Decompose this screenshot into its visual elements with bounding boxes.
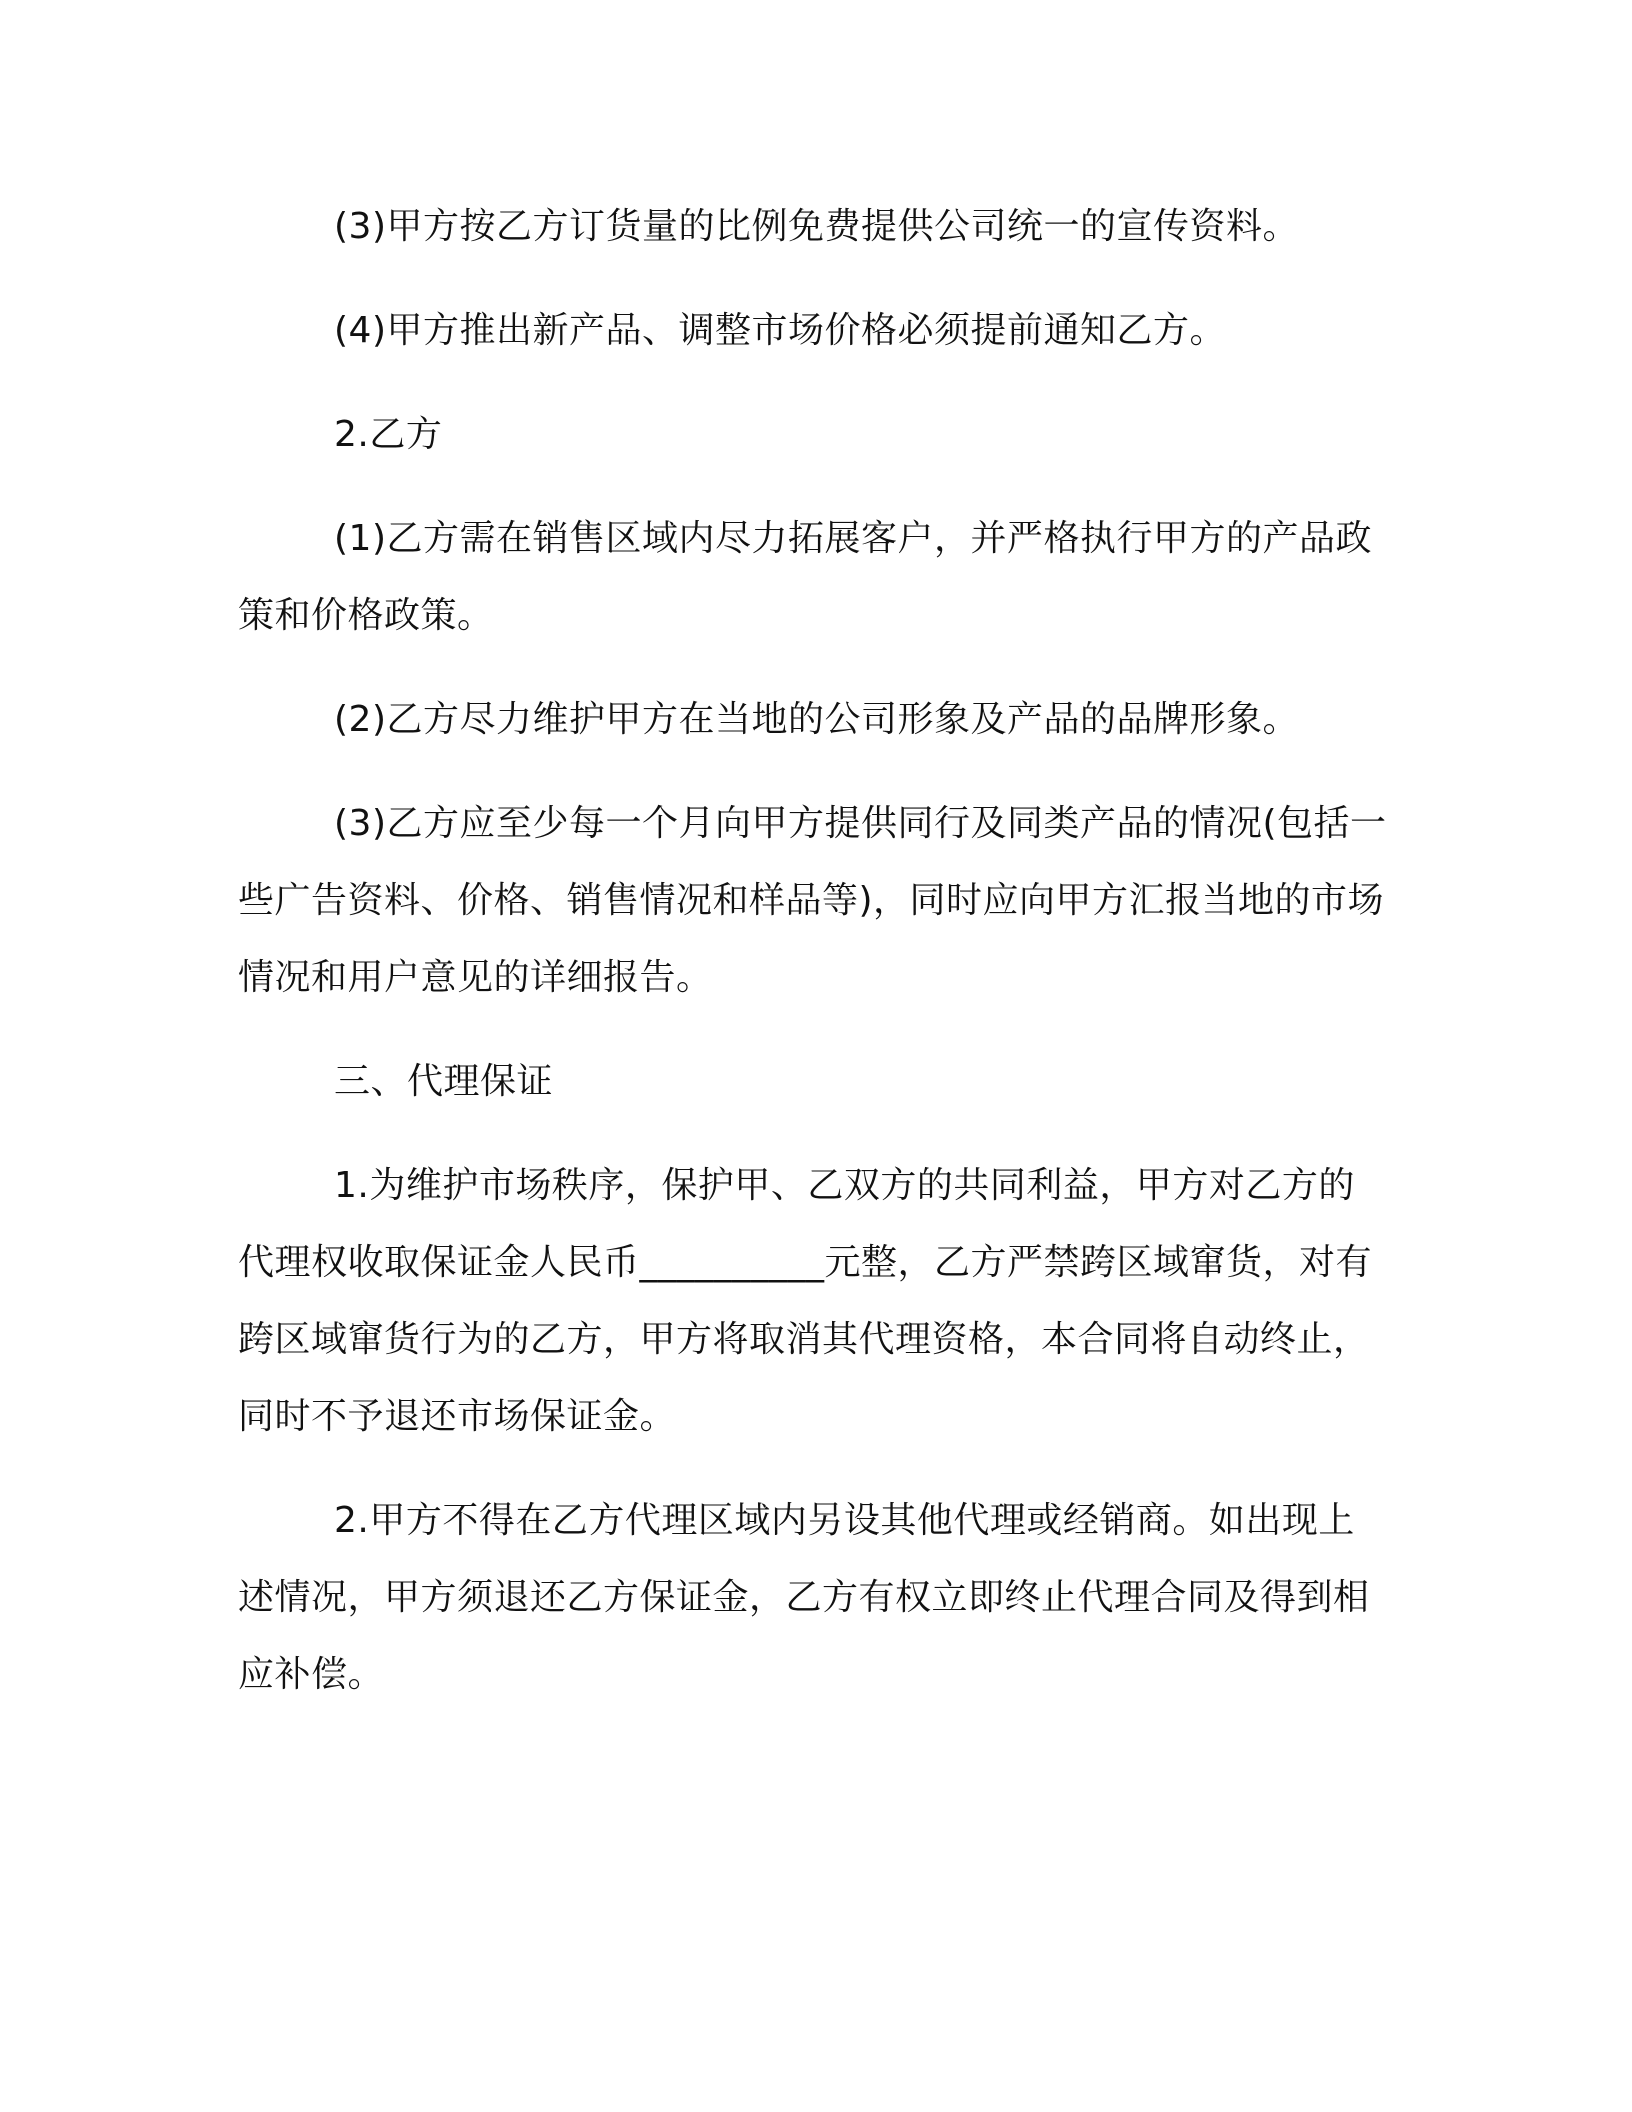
clause-party-a-3: (3)甲方按乙方订货量的比例免费提供公司统一的宣传资料。 — [334, 206, 1299, 247]
section-party-b-heading: 2.乙方 — [334, 414, 443, 455]
clause-guarantee-2: 2.甲方不得在乙方代理区域内另设其他代理或经销商。如出现上述情况，甲方须退还乙方保证金，乙方有权立即终止代理合同及得到相应补偿。 — [238, 1500, 1370, 1695]
document-body — [238, 188, 1388, 1713]
clause-party-b-2: (2)乙方尽力维护甲方在当地的公司形象及产品的品牌形象。 — [334, 699, 1299, 740]
section-agency-guarantee-heading: 三、代理保证 — [334, 1061, 554, 1102]
clause-party-b-3: (3)乙方应至少每一个月向甲方提供同行及同类产品的情况(包括一些广告资料、价格、销售情况和样品等)，同时应向甲方汇报当地的市场情况和用户意见的详细报告。 — [238, 803, 1387, 998]
clause-party-a-4: (4)甲方推出新产品、调整市场价格必须提前通知乙方。 — [334, 310, 1226, 351]
clause-party-b-1: (1)乙方需在销售区域内尽力拓展客户，并严格执行甲方的产品政策和价格政策。 — [238, 518, 1372, 636]
clause-guarantee-1: 1.为维护市场秩序，保护甲、乙双方的共同利益，甲方对乙方的代理权收取保证金人民币__________元整，乙方严禁跨区域窜货，对有跨区域窜货行为的乙方，甲方将取消其代理资格，本合同将自动终止，同时不予退还市场保证金。 — [238, 1165, 1373, 1437]
